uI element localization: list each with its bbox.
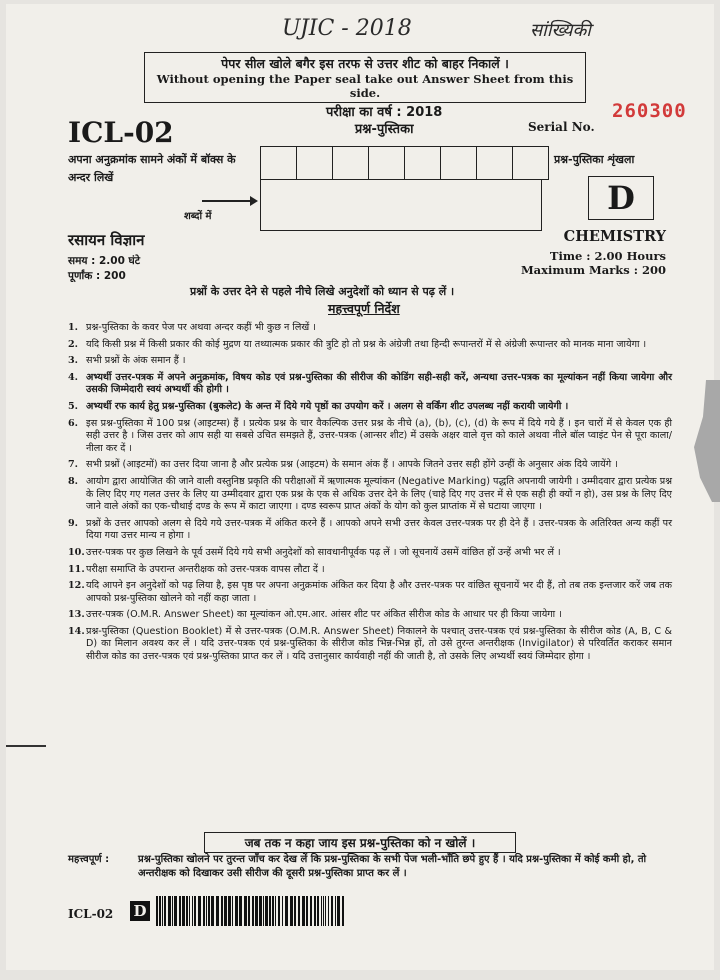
instruction-number: 12. [68,580,85,592]
handwritten-code: UJIC - 2018 [282,16,412,41]
booklet-series-box: D [588,176,654,220]
instruction-item [68,564,672,577]
important-text: प्रश्न-पुस्तिका खोलने पर तुरन्त जाँच कर देख लें कि प्रश्न-पुस्तिका के सभी पेज भली-भाँति छपे हुए हैं । यदि प्रश्न-पुस्तिका में कोई कमी हो, तो अन्तरीक्षक को दिखाकर उसी सीरीज की दूसरी प्रश्न-पुस्तिका प्राप्त कर लें । [138,854,647,879]
exam-year: परीक्षा का वर्ष : 2018 [326,105,443,120]
roll-digit-box[interactable] [441,147,477,179]
instruction-text: परीक्षा समाप्ति के उपरान्त अन्तरीक्षक को उत्तर-पत्रक वापस लौटा दें । [86,563,325,575]
subject-english: CHEMISTRY [563,228,666,245]
instruction-item [68,518,672,543]
instruction-item [68,372,672,397]
paper-code: ICL-02 [68,116,174,149]
instruction-text: अभ्यर्थी उत्तर-पत्रक में अपने अनुक्रमांक, विषय कोड एवं प्रश्न-पुस्तिका की सीरीज की कोडिंग सही-सही करें, अन्यथा उत्तर-पत्रक का मूल्यांकन नहीं किया जायेगा और उसकी जिम्मेदारी स्वयं अभ्यर्थी की होगी । [86,371,672,396]
subject-hindi: रसायन विज्ञान [68,231,145,249]
instruction-item [68,476,672,514]
instruction-number: 6. [68,417,79,429]
torn-edge [694,380,720,502]
handwritten-subject: सांख्यिकी [530,20,591,41]
instruction-text: प्रश्नों के उत्तर आपको अलग से दिये गये उत्तर-पत्रक में अंकित करने हैं । आपको अपने सभी उत्तर केवल उत्तर-पत्रक पर ही देने हैं । उत्तर-पत्रक के अतिरिक्त अन्य कहीं पर दिया गया उत्तर मान्य न होगा । [86,517,672,542]
instruction-number: 10. [68,546,85,558]
instructions-list [68,322,672,668]
instruction-number: 9. [68,517,79,529]
roll-digit-box[interactable] [477,147,513,179]
roll-digit-box[interactable] [369,147,405,179]
instruction-item [68,339,672,352]
instruction-item [68,626,672,664]
instruction-item [68,322,672,335]
instruction-text: उत्तर-पत्रक (O.M.R. Answer Sheet) का मूल्यांकन ओ.एम.आर. आंसर शीट पर अंकित सीरीज कोड के आधार पर ही किया जायेगा । [86,609,562,621]
roll-digit-box[interactable] [333,147,369,179]
instruction-text: उत्तर-पत्रक पर कुछ लिखने के पूर्व उसमें दिये गये सभी अनुदेशों को सावधानीपूर्वक पढ़ लें । जो सूचनायें उसमें वांछित हों उन्हें अभी भर लें । [86,546,561,558]
instruction-item [68,547,672,560]
seal-notice-hindi: पेपर सील खोले बगैर इस तरफ से उत्तर शीट को बाहर निकालें । [221,56,509,71]
booklet-label: प्रश्न-पुस्तिका [354,122,414,137]
instruction-number: 13. [68,609,85,621]
margin-mark [6,745,46,747]
instruction-number: 4. [68,371,79,383]
footer-code: ICL-02 [68,907,114,921]
roll-number-digit-boxes[interactable] [260,146,549,180]
question-booklet-cover [6,4,714,970]
instruction-number: 5. [68,400,79,412]
instruction-item [68,418,672,456]
instruction-number: 3. [68,355,79,367]
instruction-number: 8. [68,475,79,487]
subject-meta-english [506,249,666,277]
instruction-number: 2. [68,338,79,350]
instruction-text: यदि किसी प्रश्न में किसी प्रकार की कोई मुद्रण या तथ्यात्मक प्रकार की त्रुटि हो तो प्रश्न के अंग्रेजी तथा हिन्दी रूपान्तरों में से अंग्रेजी रूपान्तर को मानक माना जायेगा । [86,338,647,350]
instruction-text: अभ्यर्थी रफ कार्य हेतु प्रश्न-पुस्तिका (बुकलेट) के अन्त में दिये गये पृष्ठों का उपयोग करें । अलग से वर्किंग शीट उपलब्ध नहीं करायी जायेगी । [86,400,569,412]
roll-digit-box[interactable] [261,147,297,179]
important-label: महत्त्वपूर्ण : [68,854,110,865]
seal-notice-english: Without opening the Paper seal take out Answer Sheet from this side. [156,72,574,100]
paper-seal-notice [144,52,586,103]
instruction-text: प्रश्न-पुस्तिका (Question Booklet) में से उत्तर-पत्रक (O.M.R. Answer Sheet) निकालने के पश्चात् उत्तर-पत्रक एवं प्रश्न-पुस्तिका के सीरीज कोड (A, B, C & D) का मिलान अवश्य कर लें । यदि उत्तर-पत्रक एवं प्रश्न-पुस्तिका के सीरीज कोड भिन्न-भिन्न हों, तो उसे तुरन्त अन्तरीक्षक (Invigilator) से परिवर्तित कराकर समान सीरीज कोड का उत्तर-पत्रक एवं प्रश्न-पुस्तिका प्राप्त कर लें । यदि उत्तानुसार कार्यवाही नहीं की जाती है, तो उसके लिए अभ्यर्थी स्वयं जिम्मेदार होगा । [86,625,672,663]
time-english: Time : 2.00 Hours [549,249,666,263]
instruction-number: 1. [68,322,79,333]
roll-number-label: अपना अनुक्रमांक सामने अंकों में बॉक्स के अन्दर लिखें [68,153,236,184]
serial-label: Serial No. [528,120,595,134]
booklet-series-label: प्रश्न-पुस्तिका शृंखला [554,153,635,166]
instructions-heading: महत्त्वपूर्ण निर्देश [328,301,400,316]
roll-number-words-box[interactable] [260,179,542,231]
instruction-item [68,401,672,414]
instruction-text: इस प्रश्न-पुस्तिका में 100 प्रश्न (आइटम्स) हैं । प्रत्येक प्रश्न के चार वैकल्पिक उत्तर प्रश्न के नीचे (a), (b), (c), (d) के रूप में दिये गये हैं । इन चारों में से केवल एक ही सही उत्तर है । जिस उत्तर को आप सही या सबसे उचित समझते हैं, उत्तर-पत्रक (आन्सर शीट) में उसके अक्षर वाले वृत्त को काले अथवा नीले बॉल प्वाइंट पेन से पूरा काला/नीला कर दें । [86,417,672,454]
marks-english: Maximum Marks : 200 [520,263,666,277]
arrow-right-icon [202,200,254,202]
exam-year-block [326,104,442,138]
instruction-number: 14. [68,625,85,637]
important-note [68,853,672,881]
instruction-item [68,609,672,622]
serial-number: 260300 [612,100,687,122]
time-hindi: समय : 2.00 घंटे [68,255,141,267]
instruction-item [68,580,672,605]
do-not-open-warning: जब तक न कहा जाय इस प्रश्न-पुस्तिका को न खोलें । [204,832,516,853]
roll-digit-box[interactable] [297,147,333,179]
instruction-text: सभी प्रश्नों के अंक समान हैं । [86,355,186,367]
subject-meta-hindi [68,254,140,284]
footer-series: D [130,901,150,921]
barcode [156,896,346,926]
roll-digit-box[interactable] [513,147,548,179]
instruction-item [68,355,672,368]
instruction-number: 11. [68,563,85,575]
read-instructions-line: प्रश्नों के उत्तर देने से पहले नीचे लिखे अनुदेशों को ध्यान से पढ़ लें । [190,285,455,298]
instruction-item [68,459,672,472]
instruction-text: आयोग द्वारा आयोजित की जाने वाली वस्तुनिष्ठ प्रकृति की परीक्षाओं में ऋणात्मक मूल्यांकन (Negative Marking) पद्धति अपनायी जायेगी । उम्मीदवार द्वारा प्रत्येक प्रश्न के लिए दिए गए गलत उत्तर के लिए या उम्मीदवार द्वारा एक प्रश्न के एक से अधिक उत्तर देने के लिए (चाहे दिए गए उत्तर में से एक सही ही क्यों न हो), उस प्रश्न के लिए दिए जाने वाले अंकों का एक-चौथाई दण्ड के रूप में काटा जाएगा । दण्ड स्वरूप प्राप्त अंकों के योग को कुल प्राप्तांक में से घटाया जाएगा । [86,475,672,513]
in-words-label: शब्दों में [184,211,212,222]
instruction-number: 7. [68,459,79,471]
marks-hindi: पूर्णांक : 200 [68,270,126,282]
instruction-text: सभी प्रश्नों (आइटमों) का उत्तर दिया जाना है और प्रत्येक प्रश्न (आइटम) के समान अंक हैं । आपके जितने उत्तर सही होंगे उन्हीं के अनुसार अंक दिये जायेंगे । [86,459,618,471]
roll-digit-box[interactable] [405,147,441,179]
instruction-text: यदि आपने इन अनुदेशों को पढ़ लिया है, इस पृष्ठ पर अपना अनुक्रमांक अंकित कर दिया है और उत्तर-पत्रक पर वांछित सूचनायें भर दी हैं, तो तब तक इन्तजार करें जब तक आपको प्रश्न-पुस्तिका खोलने को नहीं कहा जाता । [86,580,672,604]
instruction-text: प्रश्न-पुस्तिका के कवर पेज पर अथवा अन्दर कहीं भी कुछ न लिखें । [86,322,316,333]
